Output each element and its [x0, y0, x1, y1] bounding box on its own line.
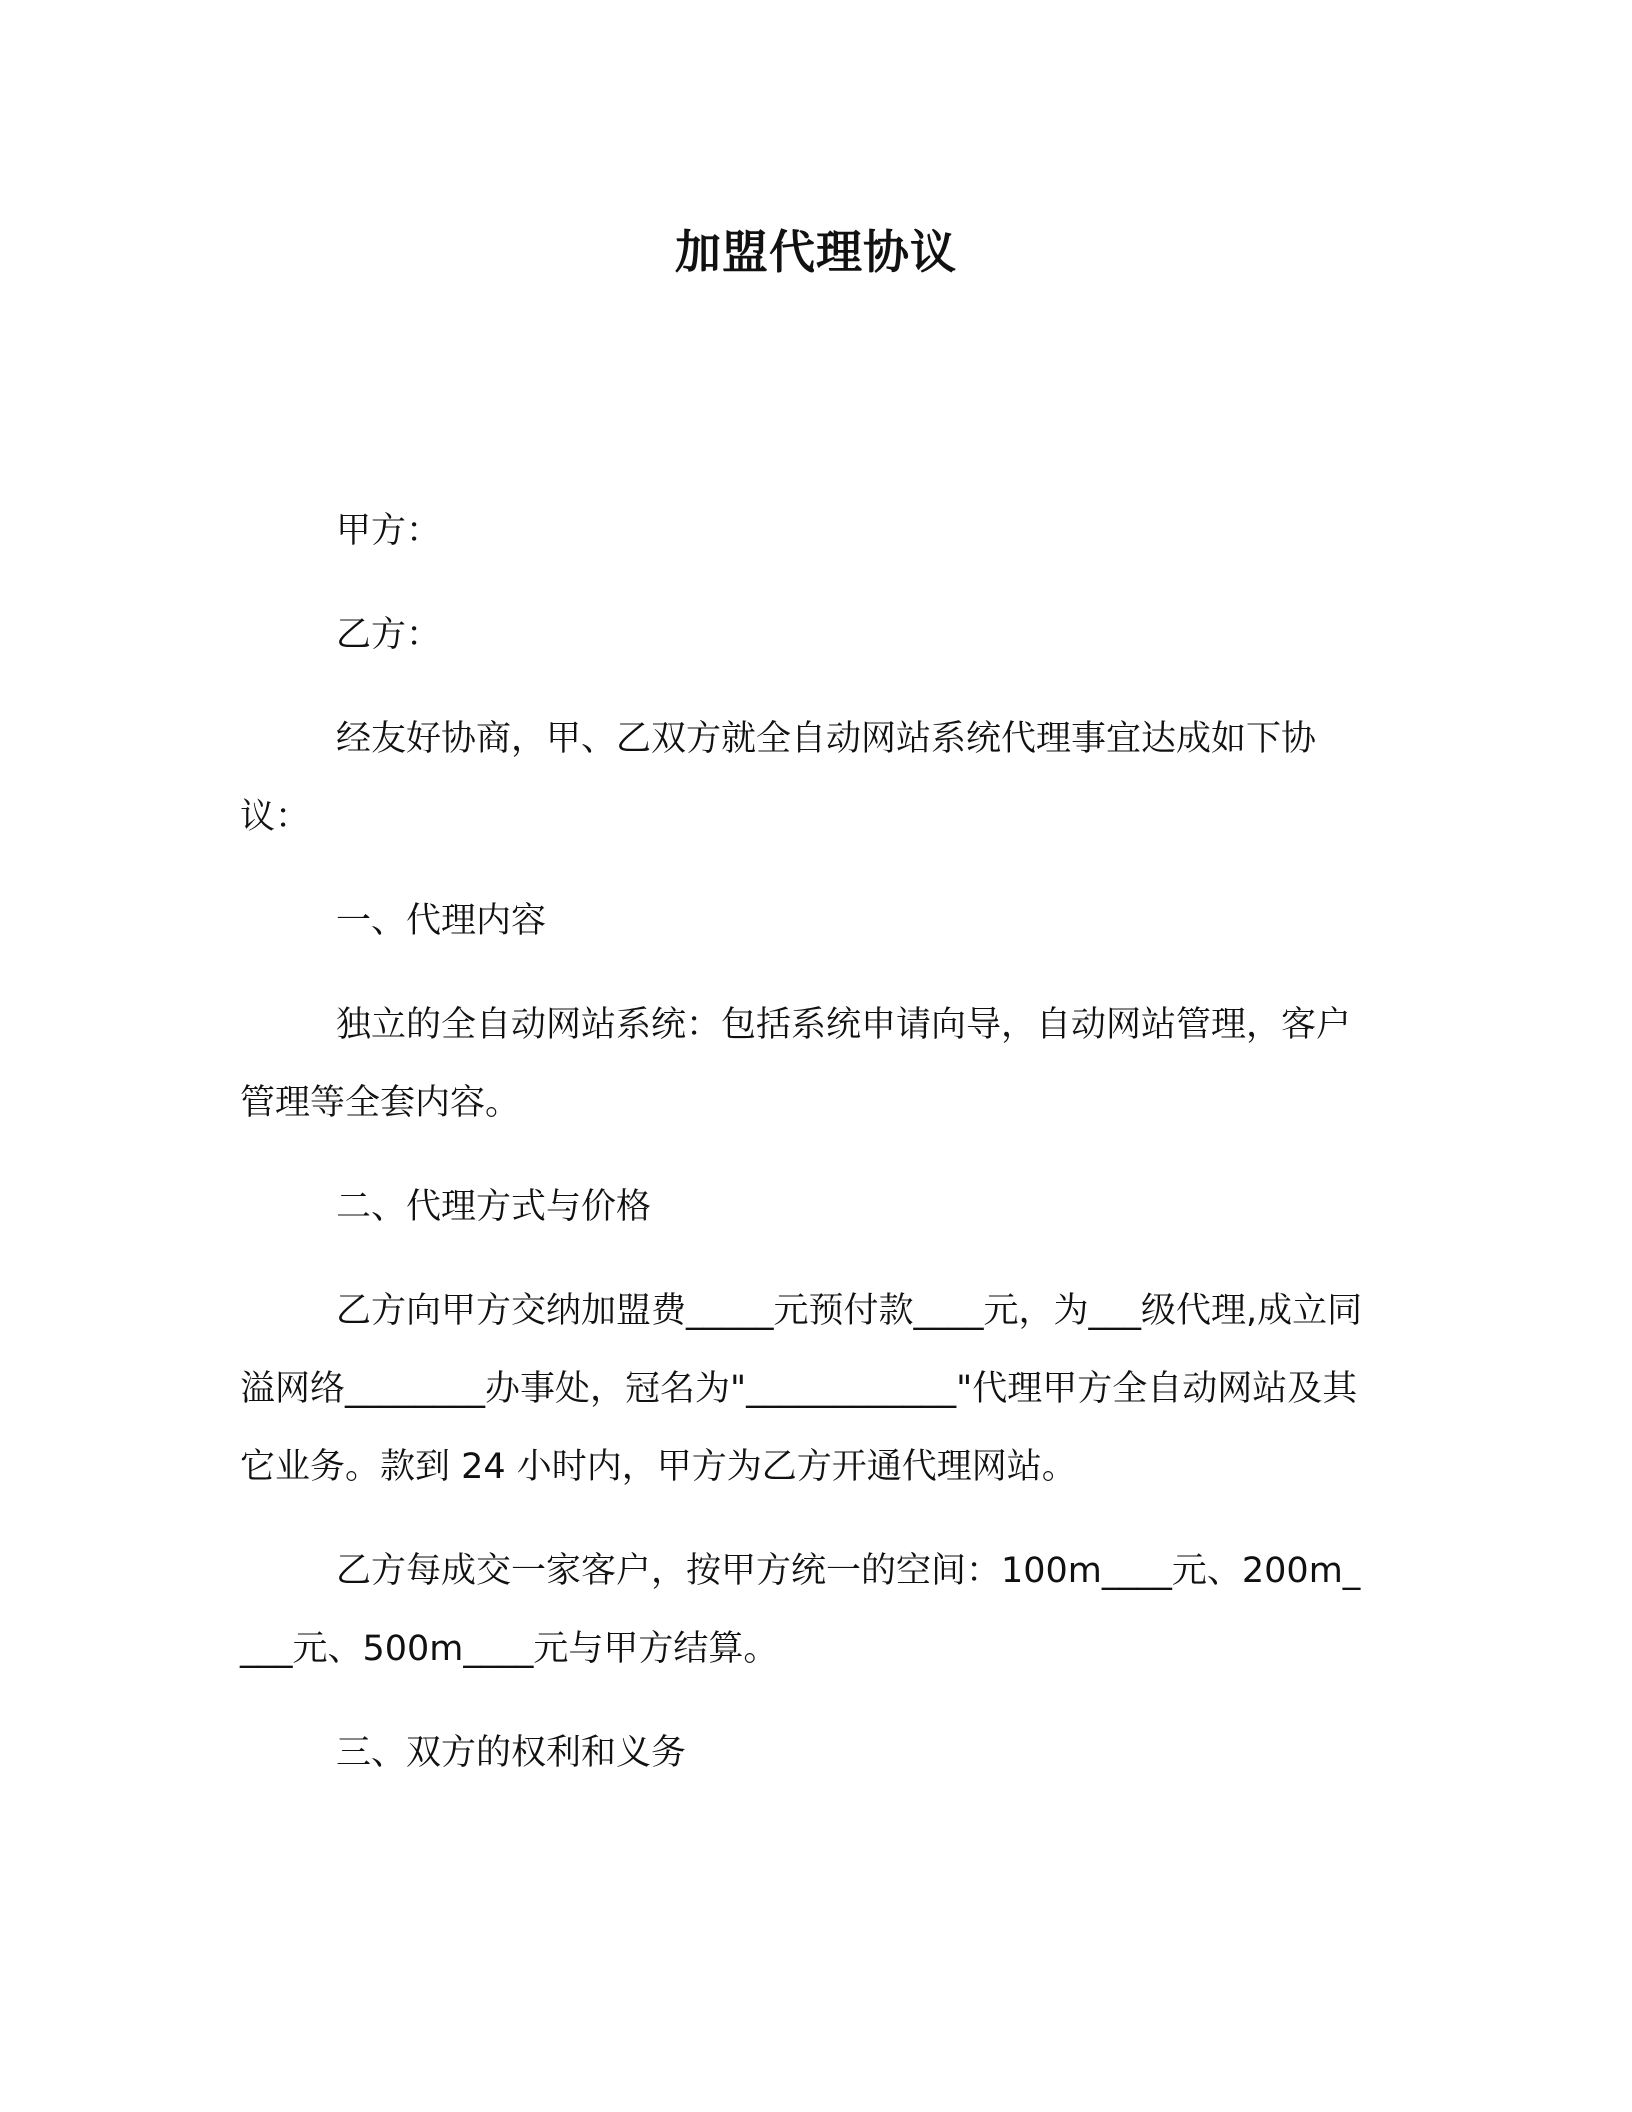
preamble-paragraph: 经友好协商，甲、乙双方就全自动网站系统代理事宜达成如下协议：	[240, 719, 1317, 837]
fee-paragraph: 乙方向甲方交纳加盟费_____元预付款____元，为___级代理,成立同溢网络________办事处，冠名为"____________"代理甲方全自动网站及其它业务。款到 24 小时内，甲方为乙方开通代理网站。	[240, 1291, 1363, 1487]
party-b-line: 乙方：	[336, 615, 442, 655]
section-heading-3: 三、双方的权利和义务	[336, 1733, 687, 1773]
document-body	[240, 492, 1370, 1818]
section-heading-2: 二、代理方式与价格	[336, 1187, 652, 1227]
agency-content-paragraph: 独立的全自动网站系统：包括系统申请向导，自动网站管理，客户管理等全套内容。	[240, 1005, 1352, 1123]
document-title: 加盟代理协议	[675, 225, 957, 279]
settlement-paragraph: 乙方每成交一家客户，按甲方统一的空间：100m____元、200m____元、500m____元与甲方结算。	[240, 1551, 1361, 1669]
section-heading-1: 一、代理内容	[336, 901, 547, 941]
party-a-line: 甲方：	[336, 511, 442, 551]
